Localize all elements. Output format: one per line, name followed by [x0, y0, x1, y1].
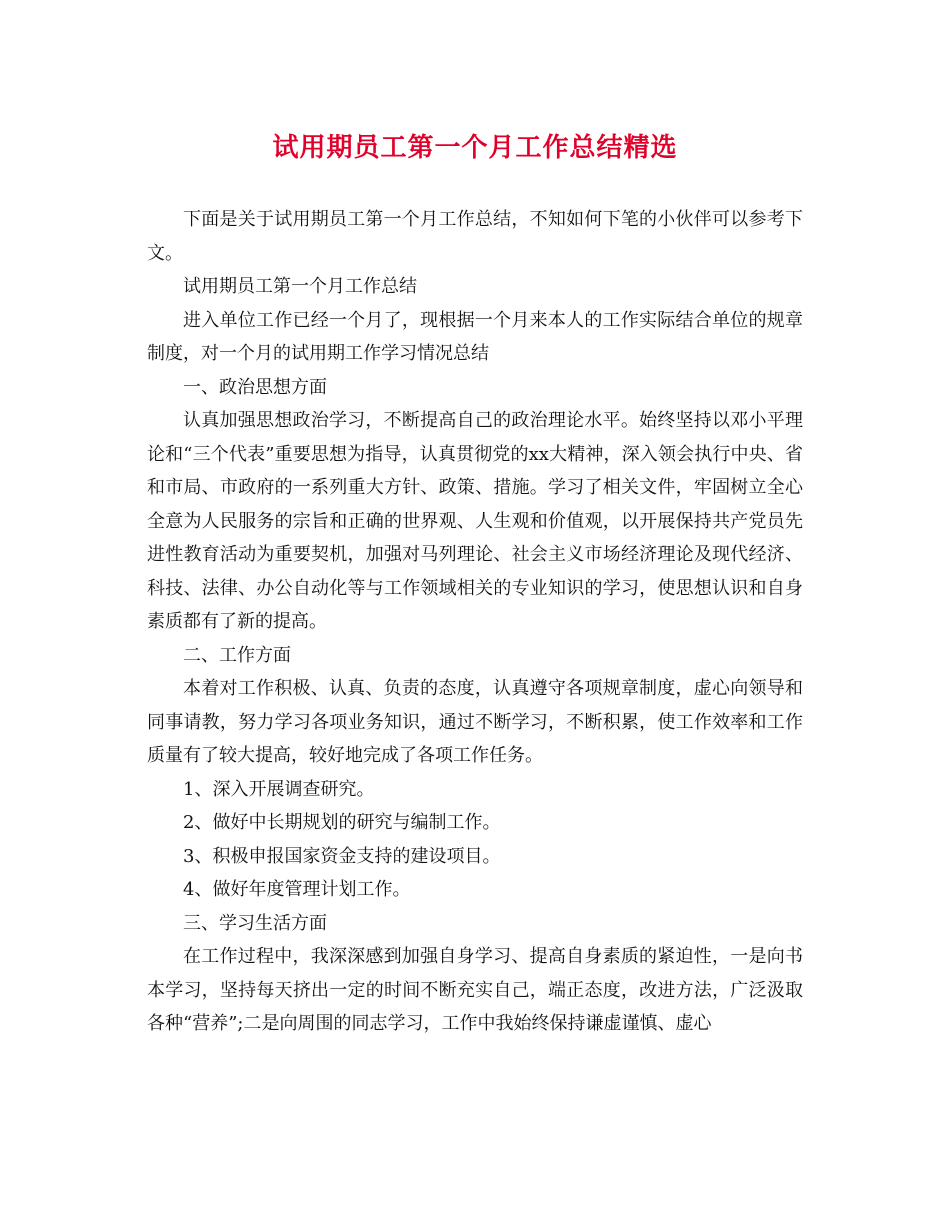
subtitle-paragraph: 试用期员工第一个月工作总结	[183, 276, 417, 297]
list-item: 2、做好中长期规划的研究与编制工作。	[183, 812, 501, 833]
politics-paragraph: 认真加强思想政治学习，不断提高自己的政治理论水平。始终坚持以邓小平理论和“三个代表”重要思想为指导，认真贯彻党的xx大精神，深入领会执行中央、省和市局、市政府的一系列重大方针、政策、措施。学习了相关文件，牢固树立全心全意为人民服务的宗旨和正确的世界观、人生观和价值观，以开展保持共产党员先进性教育活动为重要契机，加强对马列理论、社会主义市场经济理论及现代经济、科技、法律、办公自动化等与工作领域相关的专业知识的学习，使思想认识和自身素质都有了新的提高。	[147, 410, 803, 632]
section-heading-study: 三、学习生活方面	[183, 912, 327, 934]
work-paragraph: 本着对工作积极、认真、负责的态度，认真遵守各项规章制度，虚心向领导和同事请教，努力学习各项业务知识，通过不断学习，不断积累，使工作效率和工作质量有了较大提高，较好地完成了各项工作任务。	[147, 678, 803, 766]
study-paragraph: 在工作过程中，我深深感到加强自身学习、提高自身素质的紧迫性，一是向书本学习，坚持每天挤出一定的时间不断充实自己，端正态度，改进方法，广泛汲取各种“营养”;二是向周围的同志学习，工作中我始终保持谦虚谨慎、虚心	[147, 946, 803, 1034]
section-heading-work: 二、工作方面	[183, 644, 291, 666]
page-title: 试用期员工第一个月工作总结精选	[272, 133, 678, 163]
opening-paragraph: 进入单位工作已经一个月了，现根据一个月来本人的工作实际结合单位的规章制度，对一个月的试用期工作学习情况总结	[147, 309, 803, 364]
intro-paragraph: 下面是关于试用期员工第一个月工作总结，不知如何下笔的小伙伴可以参考下文。	[147, 209, 803, 264]
list-item: 1、深入开展调查研究。	[183, 778, 375, 800]
list-item: 3、积极申报国家资金支持的建设项目。	[183, 845, 501, 867]
list-item: 4、做好年度管理计划工作。	[183, 879, 411, 900]
section-heading-politics: 一、政治思想方面	[183, 376, 327, 398]
document-body	[147, 203, 803, 1041]
